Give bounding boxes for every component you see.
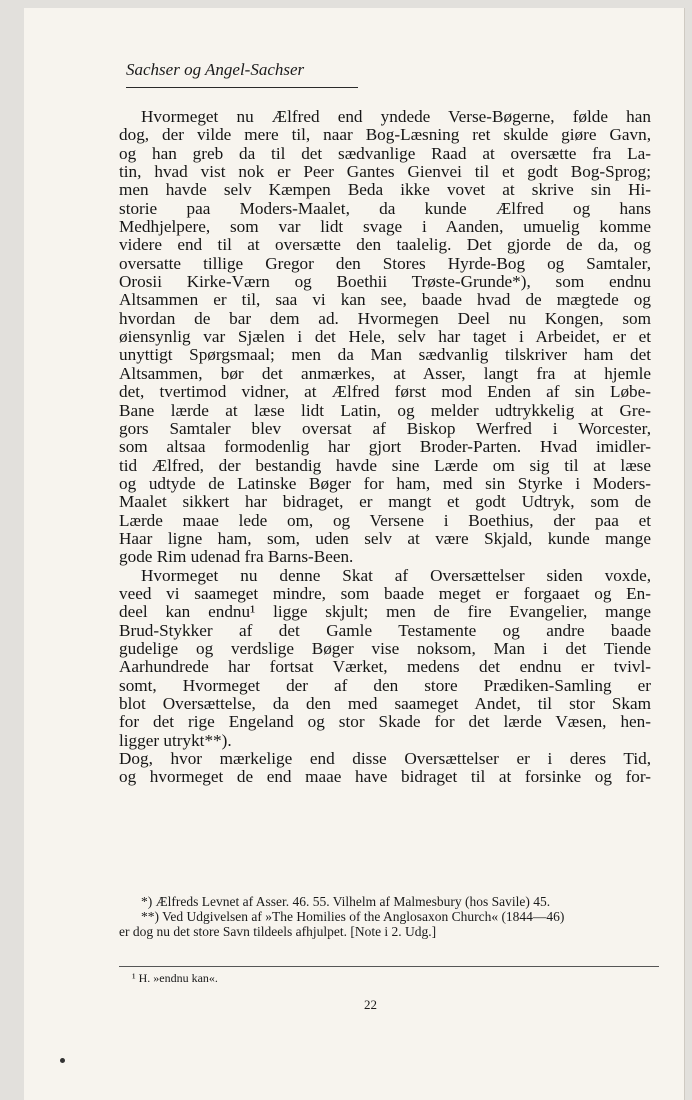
text-line: det, tvertimod vidner, at Ælfred først mod Enden af sin Løbe- [119,382,651,402]
text-line: videre end til at oversætte den taalelig. Det gjorde de da, og [119,235,651,255]
text-line: og han greb da til det sædvanlige Raad at oversætte fra La- [119,143,651,163]
text-line: gode Rim udenad fra Barns-Been. [119,547,354,567]
footnote-line: er dog nu det store Savn tildeels afhjulpet. [Note i 2. Udg.] [119,924,437,939]
text-line: Maalet sikkert har bidraget, er mangt et godt Udtryk, som de [119,492,651,512]
text-line: som altsaa formodenlig har gjort Broder-Parten. Hvad imidler- [119,437,651,457]
book-page [24,8,684,1100]
text-line: Hvormeget nu Ælfred end yndede Verse-Bøgerne, følde han [141,107,651,126]
text-line: veed vi saameget mindre, som baade meget er forgaaet og En- [119,583,651,603]
text-line: Haar ligne ham, som, uden selv at være Skjald, kunde mange [119,528,651,548]
text-line: blot Oversættelse, da den med saameget Andet, til stor Skam [119,694,651,713]
footnote-rule [119,966,659,967]
text-line: Aarhundrede har fortsat Værket, medens det endnu er tvivl- [119,657,651,677]
footnote-line: *) Ælfreds Levnet af Asser. 46. 55. Vilhelm af Malmesbury (hos Savile) 45. [141,894,551,909]
text-line: øiensynlig var Sjælen i det Hele, selv har taget i Arbeidet, er et [119,327,651,347]
text-line: tid Ælfred, der bestandig havde sine Lærde om sig til at læse [119,455,651,475]
text-line: for det rige Engeland og stor Skade for det lærde Væsen, hen- [119,712,651,732]
text-line: Orosii Kirke-Værn og Boethii Trøste-Grunde*), som endnu [119,272,651,292]
text-line: dog, der vilde mere til, naar Bog-Læsning ret skulde giøre Gavn, [119,125,651,145]
text-line: og udtyde de Latinske Bøger for ham, med sin Styrke i Moders- [119,473,651,493]
text-line: tin, hvad vist nok er Peer Gantes Gienvei til et godt Bog-Sprog; [119,162,651,182]
text-line: Medhjelpere, som var lidt svage i Aanden, umuelig komme [119,217,651,237]
footnote-line: **) Ved Udgivelsen af »The Homilies of the Anglosaxon Church« (1844—46) [141,909,565,924]
text-line: somt, Hvormeget der af den store Prædiken-Samling er [119,675,651,695]
text-line: Lærde maae lede om, og Versene i Boethius, der paa et [119,510,651,530]
body-text [119,108,651,787]
text-line: ligger utrykt**). [119,730,232,750]
text-line: Dog, hvor mærkelige end disse Oversættelser er i deres Tid, [119,749,651,769]
editorial-note: ¹ H. »endnu kan«. [132,971,218,985]
text-line: storie paa Moders-Maalet, da kunde Ælfred og hans [119,198,651,218]
text-line: men havde selv Kæmpen Beda ikke vovet at skrive sin Hi- [119,180,651,200]
running-head: Sachser og Angel-Sachser [126,60,305,79]
text-line: og hvormeget de end maae have bidraget til at forsinke og for- [119,767,651,787]
text-line: Brud-Stykker af det Gamle Testamente og andre baade [119,620,651,640]
text-line: unyttigt Spørgsmaal; men da Man sædvanlig tilskriver ham det [119,345,651,365]
text-line: Altsammen er til, saa vi kan see, baade hvad de mægtede og [119,290,651,310]
text-line: gors Samtaler blev oversat af Biskop Werfred i Worcester, [119,418,651,438]
margin-dot [60,1058,65,1063]
text-line: Hvormeget nu denne Skat af Oversættelser siden voxde, [141,565,651,585]
page-number: 22 [364,997,377,1012]
text-line: Bane lærde at læse lidt Latin, og melder udtrykkelig at Gre- [119,400,651,420]
text-line: gudelige og verdslige Bøger vise noksom, Man i det Tiende [119,638,651,658]
header-rule [126,87,358,88]
text-line: oversatte tillige Gregor den Stores Hyrde-Bog og Samtaler, [119,253,651,273]
text-line: deel kan endnu¹ ligge skjult; men de fire Evangelier, mange [119,602,651,622]
text-line: Altsammen, bør det anmærkes, at Asser, langt fra at hjemle [119,363,651,383]
footnotes [119,894,651,939]
text-line: hvordan de bar dem ad. Hvormegen Deel nu Kongen, som [119,308,651,328]
